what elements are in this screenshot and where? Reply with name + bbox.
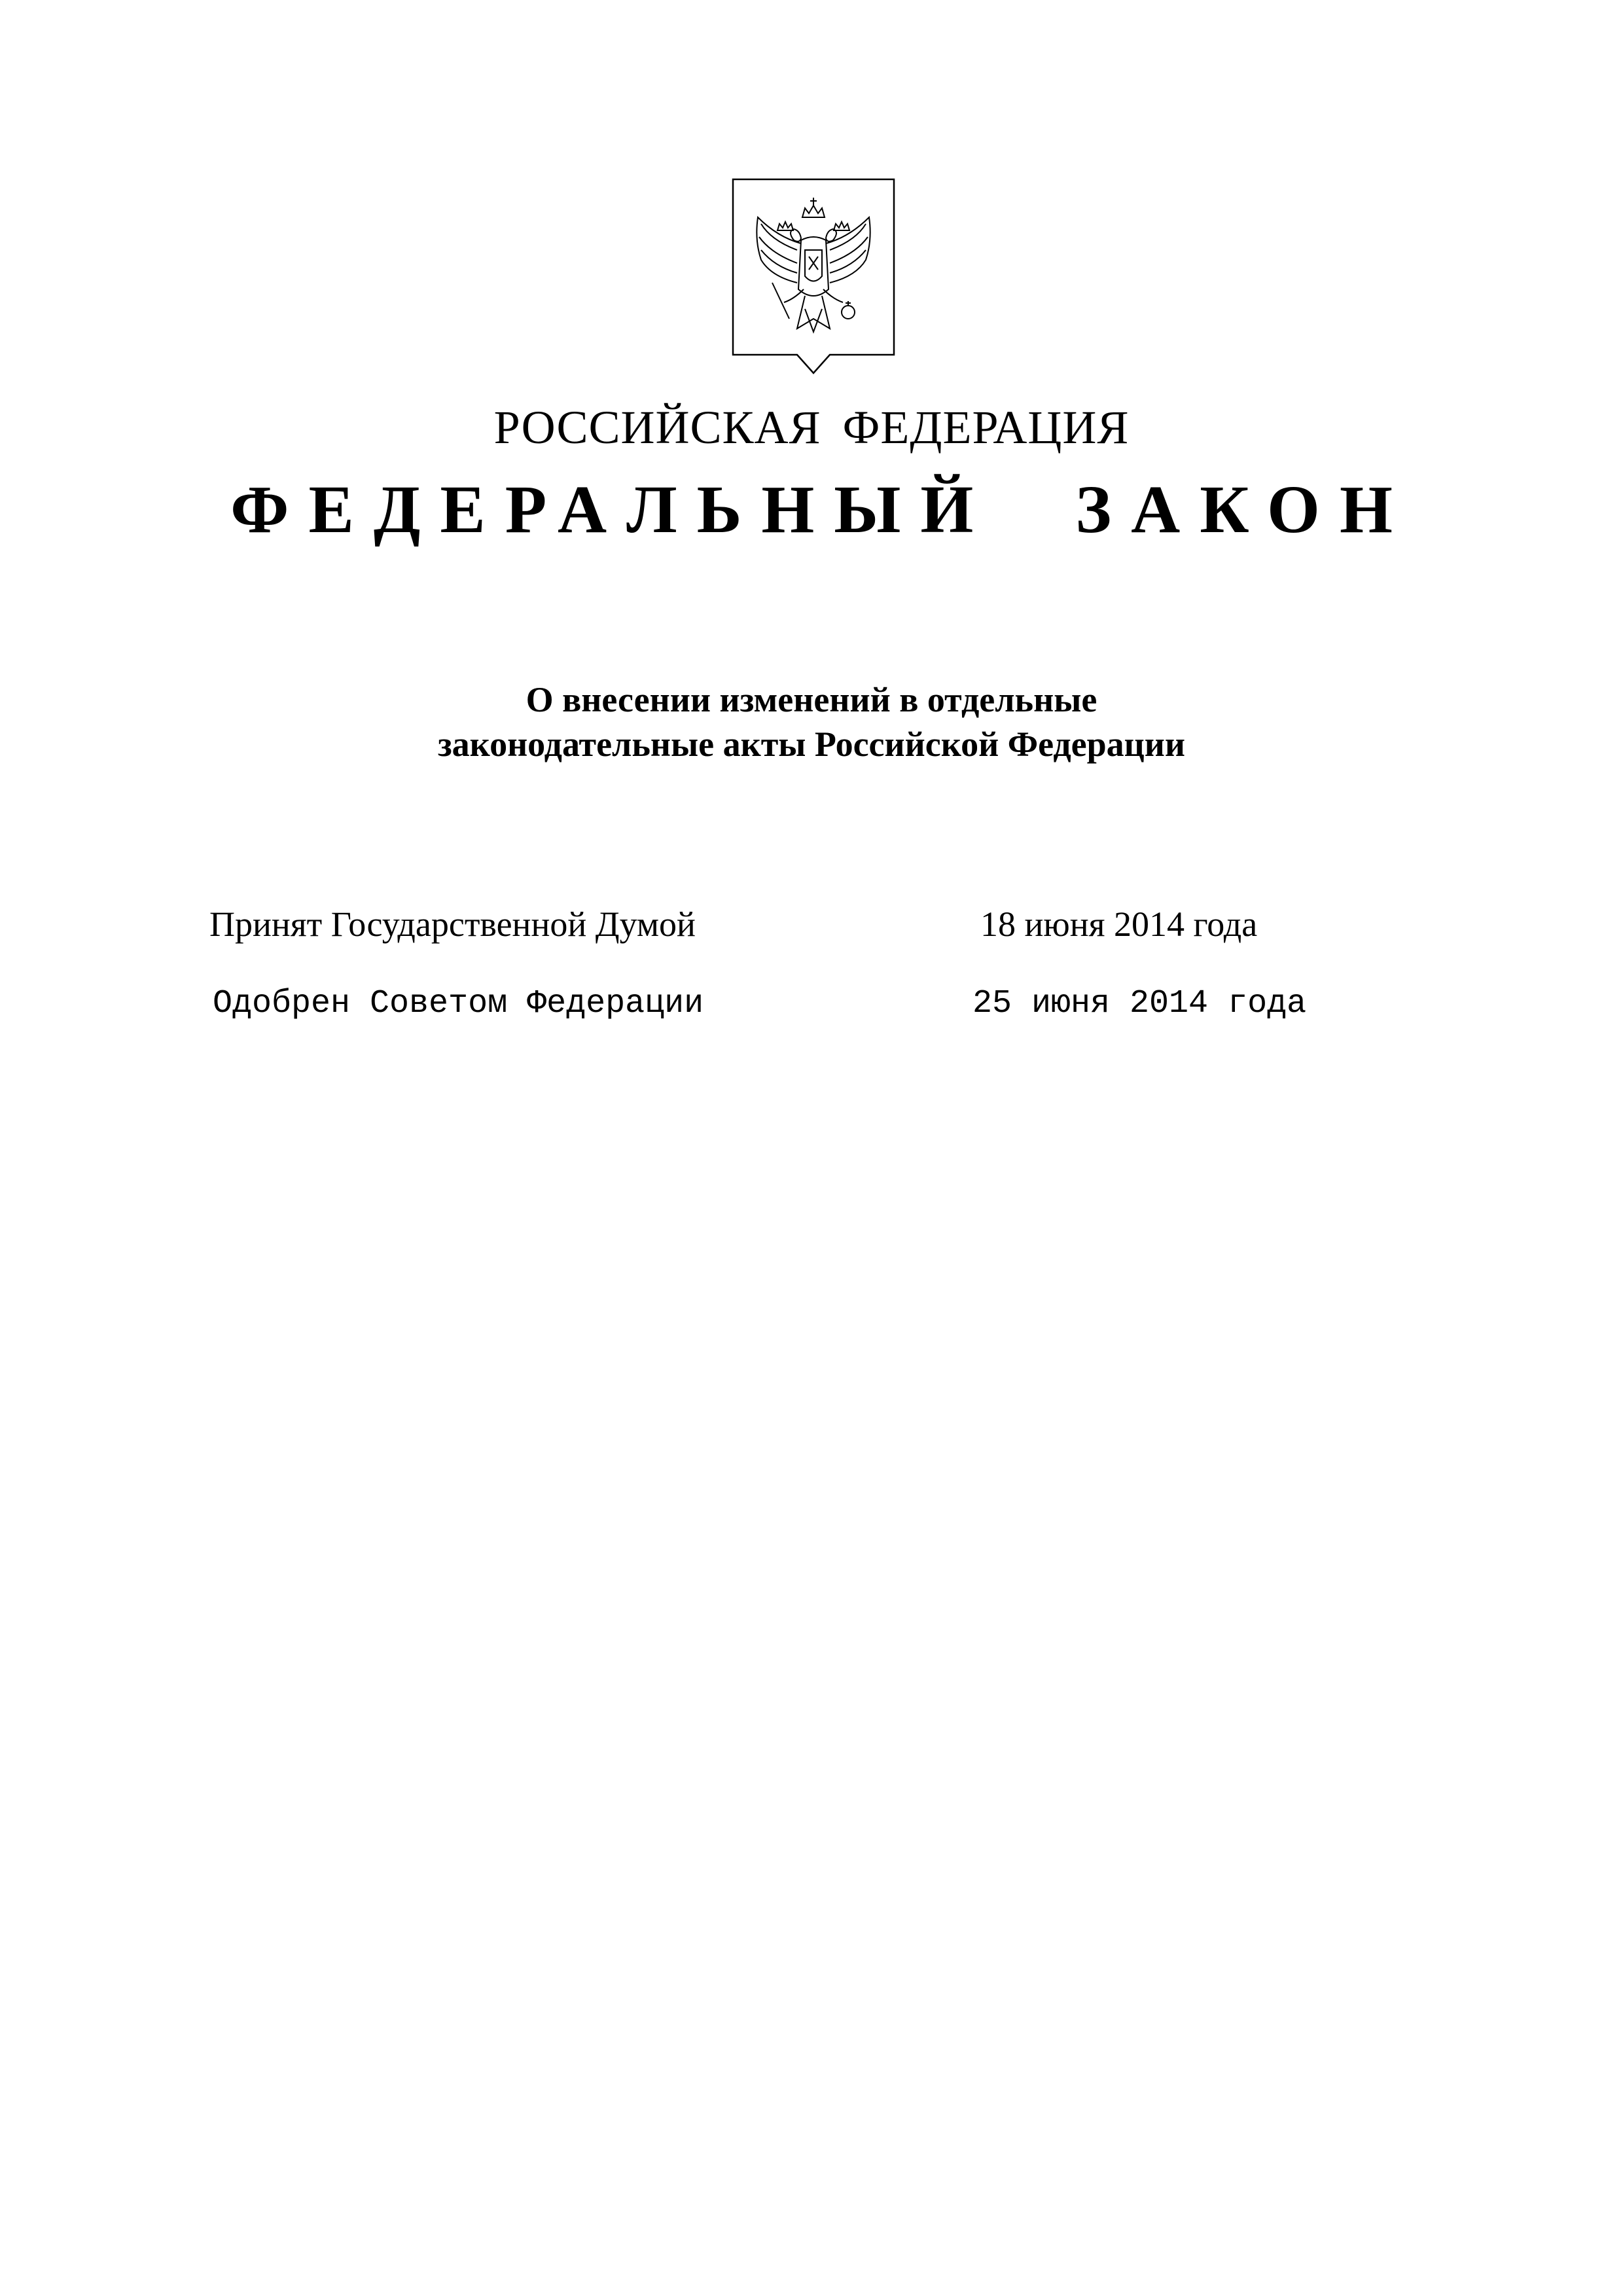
- approved-label: Одобрен Советом Федерации: [213, 985, 704, 1022]
- coat-of-arms-icon: [732, 178, 895, 376]
- law-title-line-2: законодательные акты Российской Федерации: [437, 725, 1186, 764]
- document-type: ФЕДЕРАЛЬНЫЙ ЗАКОН: [230, 472, 1412, 547]
- country-name: РОССИЙСКАЯ ФЕДЕРАЦИЯ: [493, 401, 1130, 454]
- adopted-date: 18 июня 2014 года: [980, 905, 1258, 944]
- approved-date: 25 июня 2014 года: [972, 985, 1307, 1022]
- adopted-label: Принят Государственной Думой: [209, 905, 696, 944]
- law-title-line-1: О внесении изменений в отдельные: [526, 680, 1097, 719]
- law-title: [0, 677, 1623, 766]
